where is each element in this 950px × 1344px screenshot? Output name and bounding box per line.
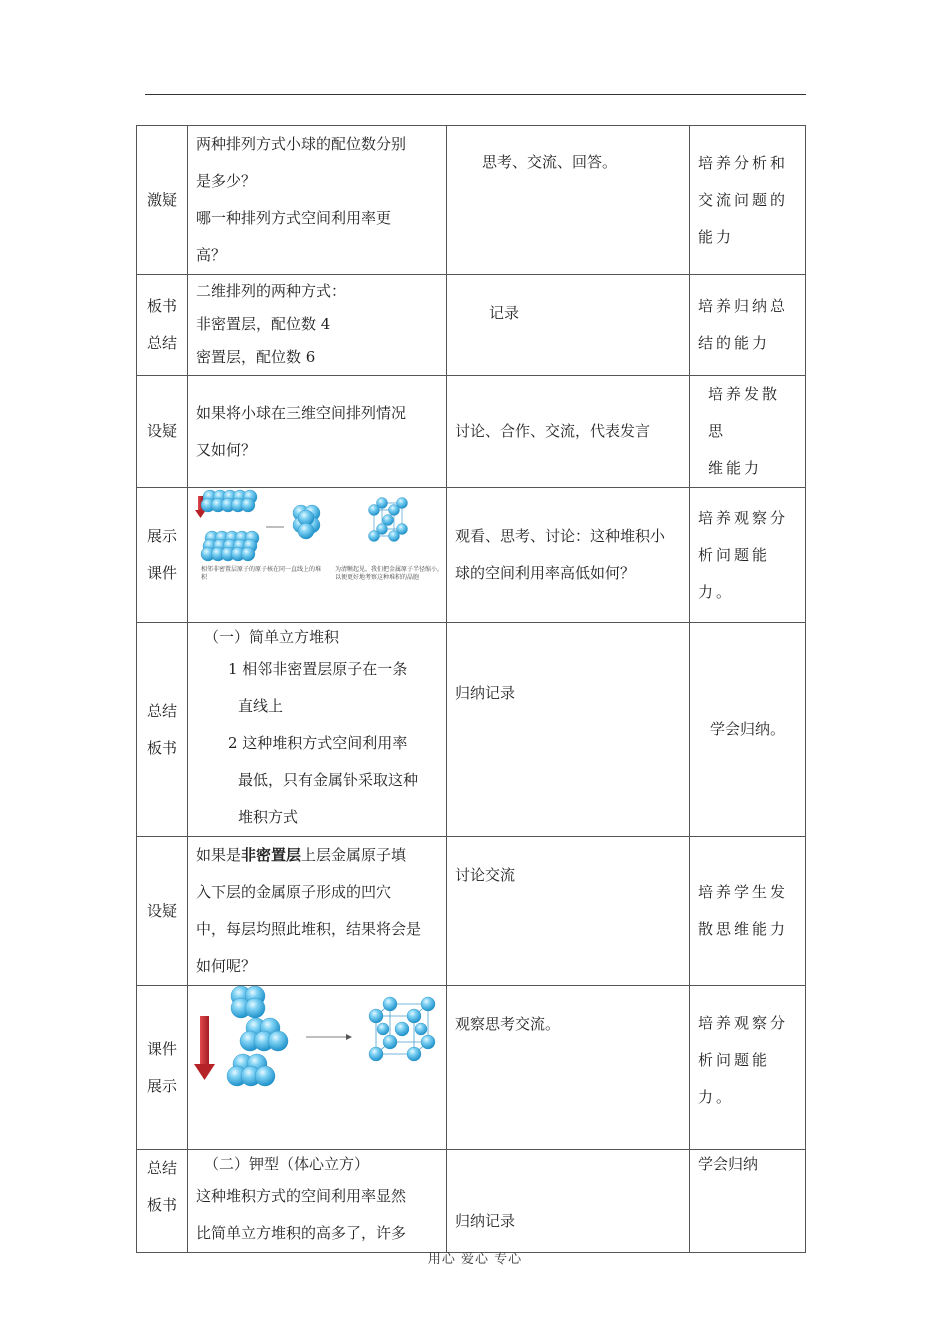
activity-cell: [447, 623, 690, 837]
content-line: 入下层的金属原子形成的凹穴: [196, 883, 392, 901]
bcc-stacking-figure: [188, 986, 447, 1150]
goal-line: 培养观察分: [698, 1014, 789, 1032]
emphasis-text: 非密置层: [241, 846, 302, 864]
stage-label: 课件: [146, 1039, 177, 1058]
goal-cell: [690, 986, 806, 1150]
goal-cell: [690, 275, 806, 376]
goal-line: 散思维能力: [698, 920, 789, 938]
table-row: [137, 488, 806, 623]
content-line: 如果将小球在三维空间排列情况: [196, 403, 407, 422]
activity-text: 记录: [489, 304, 520, 322]
goal-line: 学会归纳。: [709, 720, 785, 738]
stage-label: 总结: [146, 701, 177, 720]
stage-cell: [137, 376, 188, 488]
down-arrow-icon: [200, 1016, 209, 1066]
content-line: 是多少？: [196, 172, 257, 190]
content-line: 两种排列方式小球的配位数分别: [196, 135, 407, 153]
page-footer: 用心 爱心 专心: [427, 1252, 523, 1267]
activity-text: 思考、交流、回答。: [482, 153, 618, 171]
goal-line: 培养发散思: [708, 385, 781, 440]
content-cell: [188, 623, 447, 837]
content-line: 又如何？: [196, 440, 257, 459]
content-text: 上层金属原子填: [301, 846, 407, 864]
content-line: 二维排列的两种方式：: [196, 282, 347, 300]
simple-cubic-stacking-figure: [188, 488, 447, 623]
stage-label: 板书: [146, 1196, 177, 1214]
activity-cell: [447, 376, 690, 488]
figure-caption: 为清晰起见，我们把金属原子半径缩小，以便更好地考察这种堆积的晶胞: [335, 566, 444, 581]
content-line: 1 相邻非密置层原子在一条: [228, 660, 408, 678]
content-line: 堆积方式: [238, 808, 299, 826]
activity-cell: [447, 126, 690, 275]
layer-bottom: [201, 531, 259, 561]
stage-label: 课件: [146, 564, 177, 582]
content-line: （一）简单立方堆积: [204, 628, 340, 646]
activity-cell: [447, 1150, 690, 1253]
goal-cell: [690, 126, 806, 275]
goal-line: 培养学生发: [698, 883, 789, 901]
activity-text: 球的空间利用率高低如何？: [455, 564, 636, 582]
activity-text: 观看、思考、讨论：这种堆积小: [455, 527, 666, 545]
stage-label: 设疑: [146, 422, 177, 440]
table-row: [137, 837, 806, 986]
content-line: 如何呢？: [196, 957, 257, 975]
goal-line: 培养分析和: [698, 153, 789, 172]
goal-line: 交流问题的: [698, 190, 789, 209]
stage-label: 激疑: [146, 190, 177, 209]
goal-cell: [690, 488, 806, 623]
figure-caption: 相邻非密置层原子的原子核在同一直线上的堆积: [201, 566, 322, 581]
stage-cell: [137, 126, 188, 275]
activity-cell: [447, 488, 690, 623]
stage-cell: [137, 623, 188, 837]
content-line: 非密置层，配位数 4: [196, 315, 331, 333]
stage-cell: [137, 1150, 188, 1253]
goal-cell: [690, 376, 806, 488]
goal-cell: [690, 1150, 806, 1253]
lesson-plan-table: [136, 125, 806, 1253]
header-rule: [145, 94, 806, 95]
stage-label: 总结: [146, 334, 177, 352]
table-row: [137, 986, 806, 1150]
goal-cell: [690, 623, 806, 837]
activity-text: 讨论交流: [455, 866, 516, 884]
goal-line: 能力: [698, 227, 735, 246]
activity-cell: [447, 837, 690, 986]
goal-cell: [690, 837, 806, 986]
stage-label: 设疑: [146, 901, 177, 920]
table-row: [137, 623, 806, 837]
atom-cluster: [293, 505, 320, 539]
stage-cell: [137, 275, 188, 376]
layer-top: [231, 986, 265, 1018]
content-cell: [188, 1150, 447, 1253]
table-row: [137, 376, 806, 488]
layer-middle: [240, 1018, 288, 1051]
courseware-image-cell: [188, 488, 447, 623]
unit-cell-atoms: [369, 997, 435, 1061]
goal-line: 学会归纳: [698, 1155, 759, 1173]
layer-bottom: [227, 1054, 275, 1086]
goal-line: 培养观察分: [698, 508, 789, 527]
stage-label: 展示: [146, 527, 177, 545]
stage-label: 总结: [146, 1159, 177, 1177]
content-text: 如果是: [196, 846, 242, 864]
activity-text: 观察思考交流。: [455, 1015, 561, 1033]
content-line: 直线上: [238, 697, 284, 715]
content-line: [196, 837, 438, 874]
content-line: （二）钾型（体心立方）: [204, 1155, 370, 1173]
stage-label: 展示: [146, 1076, 177, 1095]
stage-cell: [137, 488, 188, 623]
content-line: 高？: [196, 246, 227, 264]
stage-label: 板书: [146, 297, 177, 315]
table-row: [137, 275, 806, 376]
layer-top: [201, 490, 257, 512]
activity-text: 归纳记录: [455, 684, 516, 702]
activity-text: 归纳记录: [455, 1211, 516, 1230]
content-line: 哪一种排列方式空间利用率更: [196, 209, 392, 227]
stage-cell: [137, 986, 188, 1150]
content-cell: [188, 275, 447, 376]
content-line: 最低，只有金属钋采取这种: [238, 771, 419, 789]
stage-cell: [137, 837, 188, 986]
activity-cell: [447, 275, 690, 376]
goal-line: 结的能力: [698, 334, 771, 352]
courseware-image-cell: [188, 986, 447, 1150]
goal-line: 析问题能力。: [698, 545, 771, 601]
content-cell: [188, 126, 447, 275]
goal-line: 维能力: [708, 459, 763, 477]
content-line: 这种堆积方式的空间利用率显然: [196, 1187, 407, 1205]
table-row: [137, 126, 806, 275]
activity-text: 讨论、合作、交流，代表发言: [455, 422, 651, 440]
content-line: 密置层，配位数 6: [196, 348, 316, 366]
content-line: 2 这种堆积方式空间利用率: [228, 734, 408, 752]
content-cell: [188, 837, 447, 986]
stage-label: 板书: [146, 738, 177, 757]
activity-cell: [447, 986, 690, 1150]
goal-line: 培养归纳总: [698, 297, 789, 315]
content-line: 比简单立方堆积的高多了，许多: [196, 1224, 407, 1242]
goal-line: 析问题能力。: [698, 1051, 771, 1106]
content-line: 中，每层均照此堆积，结果将会是: [196, 920, 422, 938]
content-cell: [188, 376, 447, 488]
table-row: [137, 1150, 806, 1253]
